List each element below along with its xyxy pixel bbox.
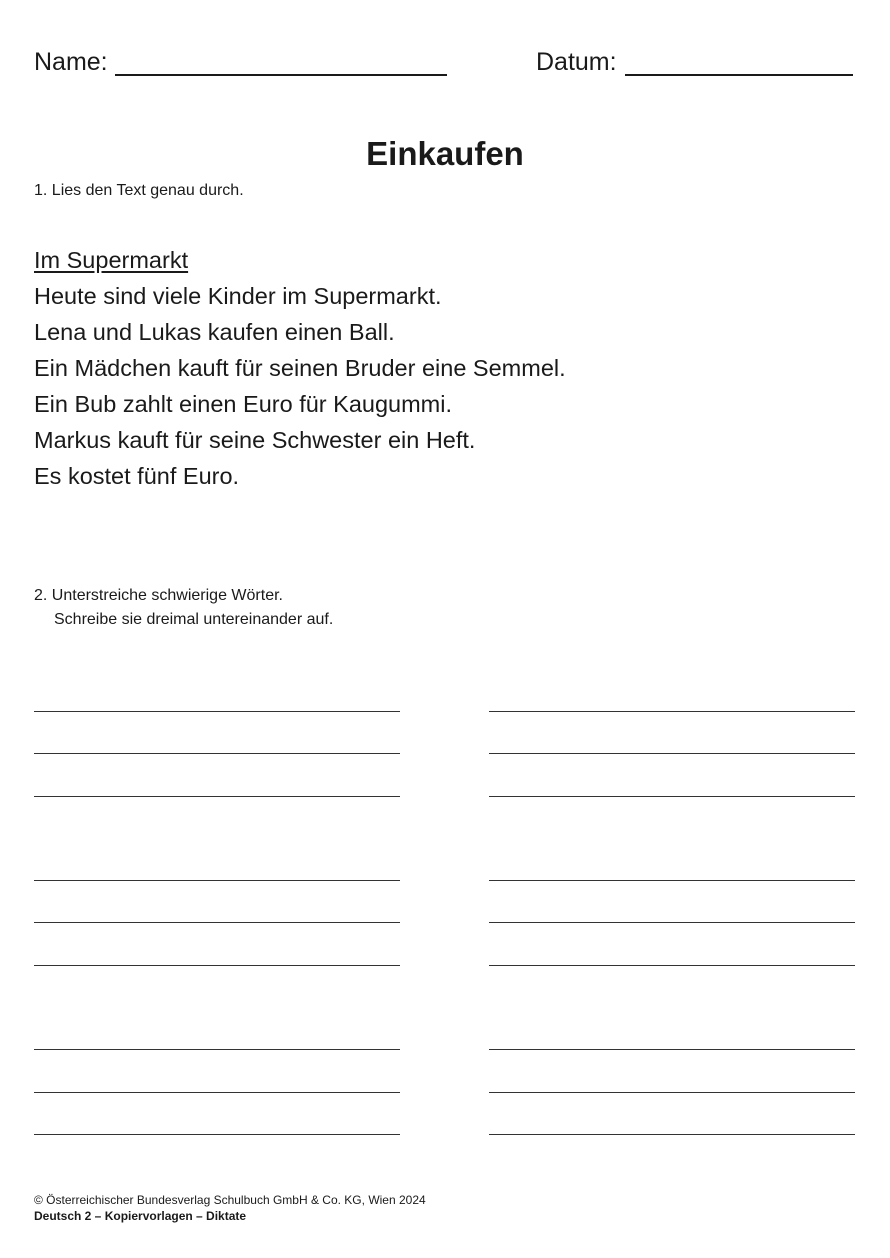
story-line: Lena und Lukas kaufen einen Ball. <box>34 319 395 345</box>
name-label: Name: <box>34 48 108 76</box>
writing-line[interactable] <box>34 965 400 966</box>
writing-line[interactable] <box>34 1092 400 1093</box>
writing-line[interactable] <box>489 796 855 797</box>
date-label: Datum: <box>536 48 617 76</box>
writing-line[interactable] <box>489 880 855 881</box>
writing-line[interactable] <box>34 1134 400 1135</box>
task-2-instruction: 2. Unterstreiche schwierige Wörter. <box>34 587 283 604</box>
writing-line[interactable] <box>489 1134 855 1135</box>
writing-line[interactable] <box>489 1092 855 1093</box>
writing-line[interactable] <box>489 753 855 754</box>
writing-line[interactable] <box>34 880 400 881</box>
task-2-instruction-sub: Schreibe sie dreimal untereinander auf. <box>54 611 334 628</box>
story-line: Ein Bub zahlt einen Euro für Kaugummi. <box>34 391 453 417</box>
story-line: Markus kauft für seine Schwester ein Heft. <box>34 427 476 453</box>
writing-line[interactable] <box>489 965 855 966</box>
task-1-instruction: 1. Lies den Text genau durch. <box>34 182 244 199</box>
footer-series: Deutsch 2 – Kopiervorlagen – Diktate <box>34 1209 247 1223</box>
writing-line[interactable] <box>34 922 400 923</box>
writing-line[interactable] <box>34 796 400 797</box>
footer-copyright: © Österreichischer Bundesverlag Schulbuch GmbH & Co. KG, Wien 2024 <box>34 1193 426 1207</box>
story-line: Es kostet fünf Euro. <box>34 463 240 489</box>
story-heading: Im Supermarkt <box>34 247 189 273</box>
writing-line[interactable] <box>34 711 400 712</box>
writing-line[interactable] <box>34 753 400 754</box>
writing-line[interactable] <box>34 1049 400 1050</box>
writing-line[interactable] <box>489 711 855 712</box>
story-line: Ein Mädchen kauft für seinen Bruder eine Semmel. <box>34 355 566 381</box>
footer <box>34 1192 426 1224</box>
date-input-line[interactable] <box>625 74 853 76</box>
name-input-line[interactable] <box>115 74 447 76</box>
writing-line[interactable] <box>489 1049 855 1050</box>
story-line: Heute sind viele Kinder im Supermarkt. <box>34 283 442 309</box>
story-text <box>34 242 566 494</box>
page-title: Einkaufen <box>366 135 524 172</box>
writing-line[interactable] <box>489 922 855 923</box>
